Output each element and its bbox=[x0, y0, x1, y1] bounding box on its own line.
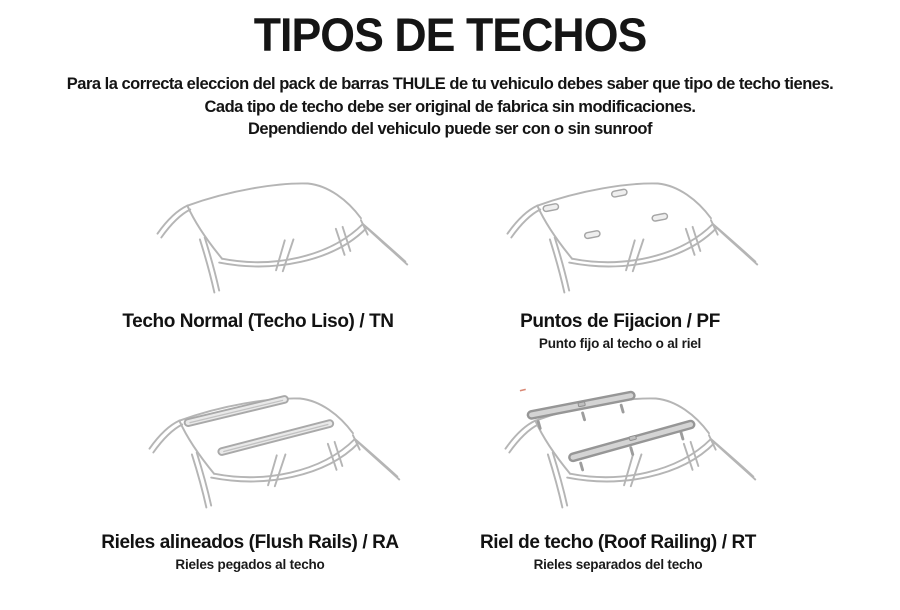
roof-type-title: Rieles alineados (Flush Rails) / RA bbox=[101, 532, 399, 553]
roof-outline bbox=[507, 183, 757, 292]
page bbox=[0, 10, 900, 610]
intro-line-3: Dependiendo del vehiculo puede ser con o sin sunroof bbox=[248, 120, 652, 138]
roof-type-subtitle: Rieles separados del techo bbox=[533, 557, 703, 572]
roof-type-subtitle: Punto fijo al techo o al riel bbox=[538, 336, 702, 351]
roof-type-card-pf bbox=[440, 170, 800, 352]
roof-normal-icon bbox=[143, 170, 413, 305]
roof-type-title: Puntos de Fijacion / PF bbox=[520, 311, 720, 332]
page-title: TIPOS DE TECHOS bbox=[253, 8, 647, 61]
roof-type-card-tn bbox=[53, 170, 463, 352]
fixation-pads bbox=[543, 189, 668, 239]
watermark-artifact bbox=[520, 389, 526, 390]
roof-raised-rails-icon bbox=[491, 385, 761, 520]
roof-fixpoints-icon bbox=[493, 170, 763, 305]
roof-outline bbox=[149, 398, 399, 507]
intro-line-2: Cada tipo de techo debe ser original de fabrica sin modificaciones. bbox=[204, 97, 696, 116]
roof-type-card-ra bbox=[45, 385, 455, 573]
intro-paragraph bbox=[0, 73, 900, 141]
roof-outline bbox=[157, 183, 407, 292]
intro-line-1: Para la correcta eleccion del pack de barras THULE de tu vehiculo debes saber que tipo de techo tienes. bbox=[66, 75, 834, 93]
roof-type-title: Techo Normal (Techo Liso) / TN bbox=[122, 311, 394, 332]
roof-type-subtitle: Rieles pegados al techo bbox=[175, 557, 325, 572]
roof-type-card-rt bbox=[433, 385, 803, 573]
roof-type-title: Riel de techo (Roof Railing) / RT bbox=[479, 532, 757, 553]
roof-flush-rails-icon bbox=[135, 385, 405, 520]
roof-type-subtitle bbox=[53, 335, 463, 352]
flush-rails bbox=[188, 399, 330, 451]
